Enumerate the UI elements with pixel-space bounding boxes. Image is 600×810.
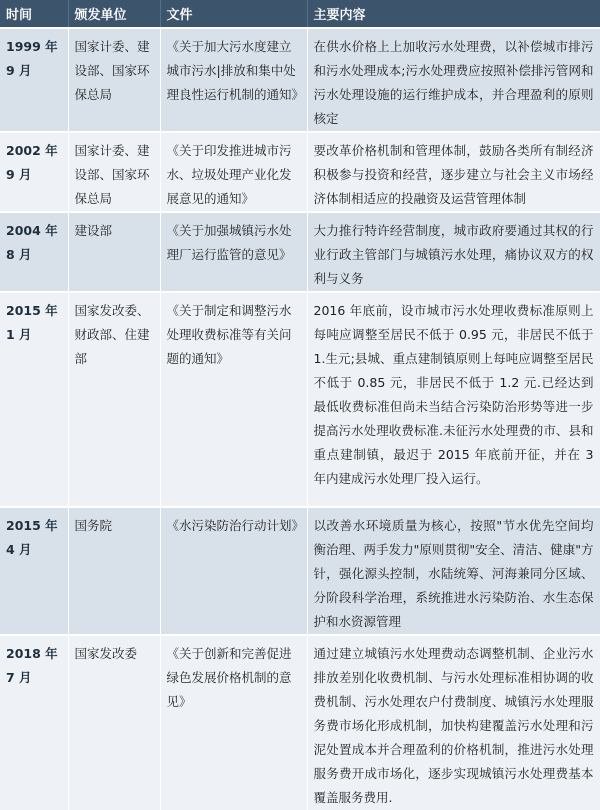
table-row [0,635,600,810]
cell-content: 要改革价格机制和管理体制，鼓励各类所有制经济积极参与投资和经营，逐步建立与社会主义市场经济体制相适应的投融资及运营管理体制 [307,132,600,212]
table-row [0,212,600,292]
cell-time: 2002 年 9 月 [0,132,68,212]
cell-content: 2016 年底前，设市城市污水处理收费标准原则上每吨应调整至居民不低于 0.95 元，非居民不低于 1.生元;县城、重点建制镇原则上每吨应调整至居民不低于 0.85 元，非居民不低于 1.2 元.已经达到最低收费标准但尚未当结合污染防治形势等进一步提高污水处理收费标准.未征污水处理费的市、县和重点建制镇，最迟于 2015 年底前开征，并在 3 年内建成污水处理厂投入运行。 [307,292,600,507]
cell-document: 《关于加强城镇污水处理厂运行监管的意见》 [160,212,307,292]
cell-document: 《关于制定和调整污水处理收费标准等有关问题的通知》 [160,292,307,507]
cell-document: 《关于创新和完善促进绿色发展价格机制的意见》 [160,635,307,810]
cell-document: 《关于印发推进城市污水、垃圾处理产业化发展意见的通知》 [160,132,307,212]
cell-time: 2004 年 8 月 [0,212,68,292]
table-header [0,0,600,28]
header-time: 时间 [0,0,68,28]
cell-content: 以改善水环境质量为核心，按照"节水优先空间均衡治理、两手发力"原则贯彻"安全、清洁、健康"方针，强化源头控制，水陆统筹、河海兼同分区域、分阶段科学治理，系统推进水污染防治、水生态保护和水资源管理 [307,507,600,635]
cell-content: 大力推行特许经营制度，城市政府要通过其权的行业行政主管部门与城镇污水处理，痛协议双方的权利与义务 [307,212,600,292]
cell-time: 1999 年 9 月 [0,28,68,132]
table-row [0,507,600,635]
table-row [0,132,600,212]
cell-agency: 建设部 [68,212,160,292]
cell-content: 通过建立城镇污水处理费动态调整机制、企业污水排放差别化收费机制、与污水处理标准相协调的收费机制、污水处理农户付费制度、城镇污水处理服务费市场化形成机制，加快构建覆盖污水处理和污泥处置成本并合理盈利的价格机制，推进污水处理服务费开成市场化，逐步实现城镇污水处理费基本覆盖服务费用. [307,635,600,810]
cell-agency: 国家发改委、财政部、住建部 [68,292,160,507]
cell-agency: 国务院 [68,507,160,635]
cell-document: 《关于加大污水度建立城市污水|排放和集中处理良性运行机制的通知》 [160,28,307,132]
cell-document: 《水污染防治行动计划》 [160,507,307,635]
header-document: 文件 [160,0,307,28]
table-row [0,28,600,132]
cell-agency: 国家计委、建设部、国家环保总局 [68,28,160,132]
cell-content: 在供水价格上上加收污水处理费，以补偿城市排污和污水处理成本;污水处理费应按照补偿排污管网和污水处理设施的运行维护成本，并合理盈利的原则核定 [307,28,600,132]
header-agency: 颁发单位 [68,0,160,28]
cell-time: 2015 年 1 月 [0,292,68,507]
table-row [0,292,600,507]
cell-agency: 国家发改委 [68,635,160,810]
cell-agency: 国家计委、建设部、国家环保总局 [68,132,160,212]
cell-time: 2018 年 7 月 [0,635,68,810]
header-row [0,0,600,28]
table-body [0,28,600,810]
header-content: 主要内容 [307,0,600,28]
cell-time: 2015 年 4 月 [0,507,68,635]
